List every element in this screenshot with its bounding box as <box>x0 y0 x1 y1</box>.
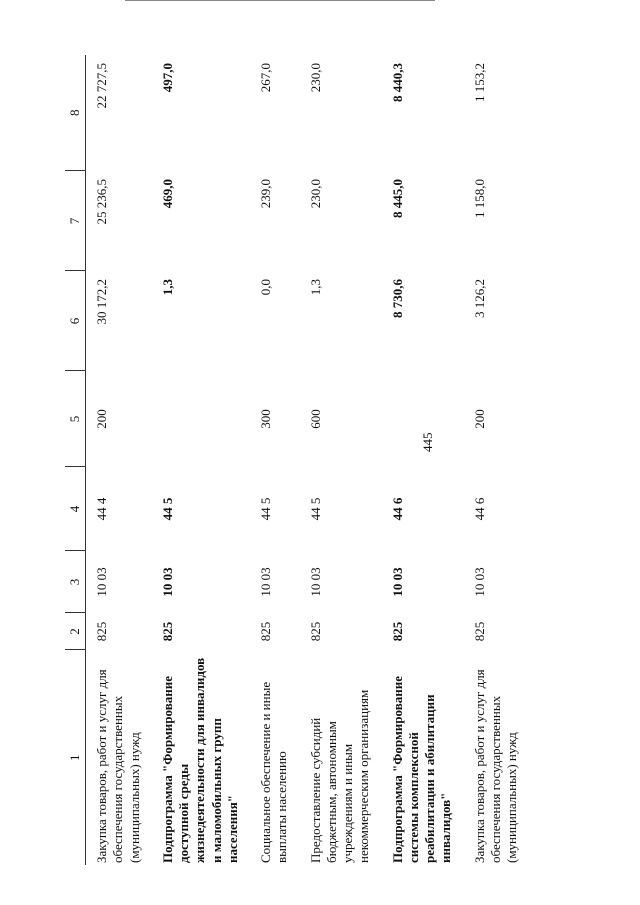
header-row <box>65 55 86 865</box>
amount-cell: 8 440,3 <box>389 63 405 102</box>
table-row-subprogram <box>152 55 250 865</box>
header-cell: 1 <box>65 650 86 865</box>
scan-edge-line <box>125 0 435 1</box>
rotated-page <box>65 55 625 865</box>
ministry-code-cell: 825 <box>94 621 109 642</box>
ministry-code-cell: 825 <box>307 621 323 642</box>
target-article-cell: 44 5 <box>258 497 273 521</box>
row-name-cell: Закупка товаров, работ и услуг для обеспечения государственных (муниципальных) нужд <box>471 669 519 863</box>
ministry-code-cell: 825 <box>389 621 405 642</box>
row-name-cell: Закупка товаров, работ и услуг для обеспечения государственных (муниципальных) нужд <box>94 669 142 863</box>
expense-type-cell: 600 <box>307 409 323 429</box>
amount-cell: 8 445,0 <box>389 179 405 218</box>
header-cell: 8 <box>65 55 86 171</box>
header-cell: 4 <box>65 467 86 551</box>
header-cell: 2 <box>65 613 86 650</box>
amount-cell: 230,0 <box>307 63 323 93</box>
amount-cell: 1 158,0 <box>471 179 487 218</box>
row-name-cell: Социальное обеспечение и иные выплаты населению <box>258 681 290 863</box>
table-row <box>300 55 382 865</box>
amount-cell: 267,0 <box>258 63 273 93</box>
row-name-cell: Подпрограмма "Формирование доступной среды жизнедеятельности для инвалидов и маломобильных групп населения" <box>159 657 240 863</box>
section-code-cell: 10 03 <box>159 567 175 597</box>
amount-cell: 1,3 <box>307 279 323 296</box>
row-name-cell: Подпрограмма "Формирование системы комплексной реабилитации и абилитации инвалидов" <box>389 676 454 863</box>
amount-cell: 25 236,5 <box>94 179 109 225</box>
section-code-cell: 10 03 <box>94 567 109 597</box>
ministry-code-cell: 825 <box>471 621 487 642</box>
target-article-cell: 44 5 <box>159 497 175 521</box>
target-article-cell: 44 6 <box>471 497 487 521</box>
amount-cell: 230,0 <box>307 179 323 209</box>
target-article-cell: 44 5 <box>307 497 323 521</box>
header-cell: 5 <box>65 371 86 467</box>
table-row-subprogram <box>382 55 464 865</box>
header-cell: 7 <box>65 171 86 271</box>
expense-type-cell <box>382 371 464 467</box>
amount-cell: 497,0 <box>159 63 175 93</box>
table-row <box>86 55 152 865</box>
expense-type-cell: 200 <box>471 409 487 429</box>
ministry-code-cell: 825 <box>159 621 175 642</box>
ministry-code-cell: 825 <box>258 621 273 642</box>
row-name-cell: Предоставление субсидий бюджетным, автономным учреждениям и иным некоммерческим организациям <box>307 689 372 863</box>
header-cell: 6 <box>65 271 86 371</box>
amount-cell: 0,0 <box>258 279 273 296</box>
section-code-cell: 10 03 <box>471 567 487 597</box>
budget-table <box>65 55 529 865</box>
expense-type-cell: 200 <box>94 409 109 429</box>
page-number: 445 <box>420 432 435 452</box>
amount-cell: 30 172,2 <box>94 279 109 325</box>
amount-cell: 1,3 <box>159 279 175 296</box>
expense-type-cell <box>152 371 250 467</box>
section-code-cell: 10 03 <box>258 567 273 597</box>
header-cell: 3 <box>65 551 86 613</box>
amount-cell: 469,0 <box>159 179 175 209</box>
expense-type-cell: 300 <box>258 409 273 429</box>
amount-cell: 8 730,6 <box>389 279 405 318</box>
amount-cell: 22 727,5 <box>94 63 109 109</box>
target-article-cell: 44 6 <box>389 497 405 521</box>
table-row <box>250 55 300 865</box>
section-code-cell: 10 03 <box>389 567 405 597</box>
amount-cell: 1 153,2 <box>471 63 487 102</box>
table-row <box>464 55 530 865</box>
amount-cell: 3 126,2 <box>471 279 487 318</box>
target-article-cell: 44 4 <box>94 497 109 521</box>
amount-cell: 239,0 <box>258 179 273 209</box>
section-code-cell: 10 03 <box>307 567 323 597</box>
